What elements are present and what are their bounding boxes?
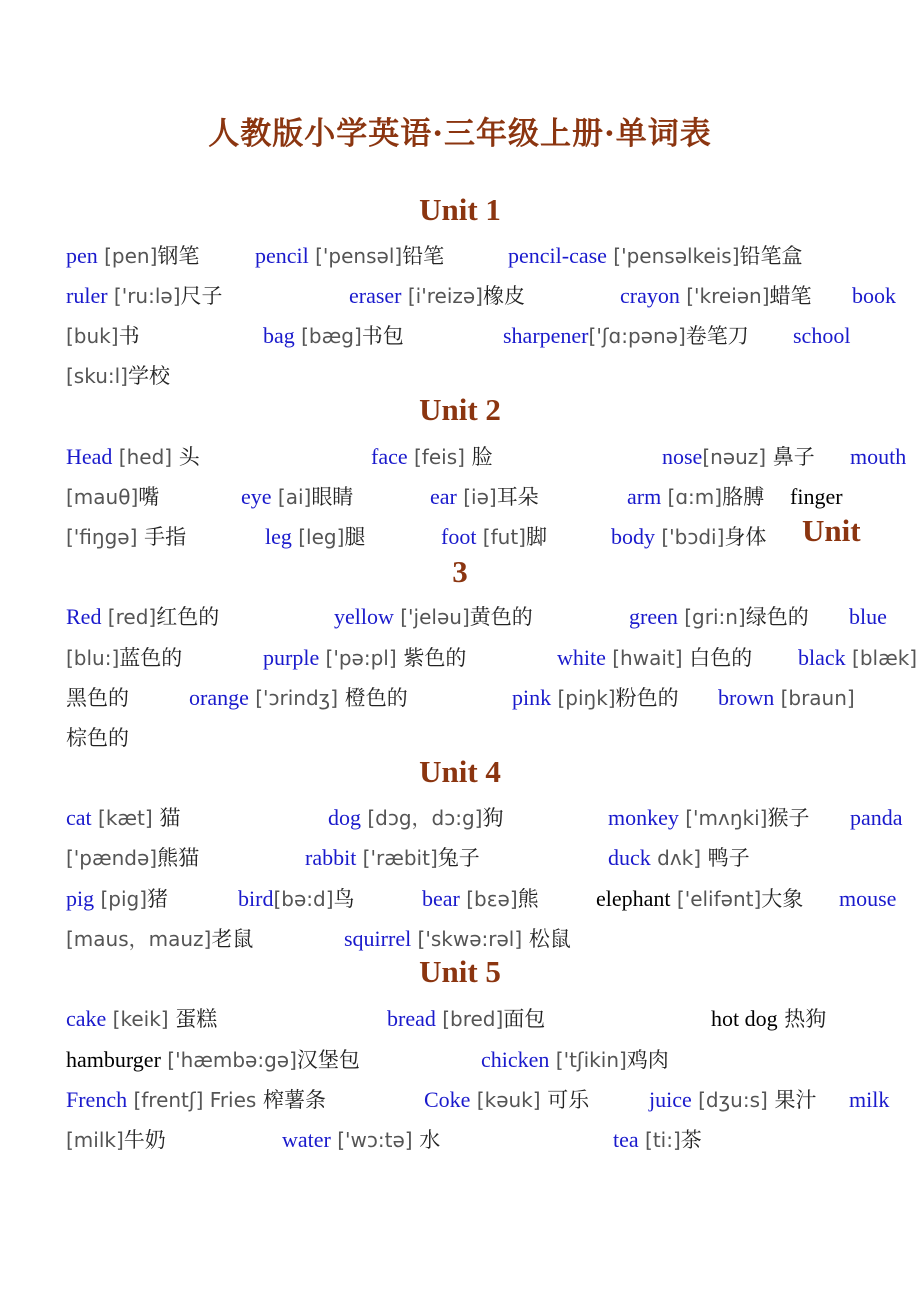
vocab-entry: [66, 718, 129, 758]
vocab-word: milk: [849, 1087, 890, 1112]
vocab-entry: [662, 437, 815, 477]
vocab-meaning: 汉堡包: [296, 1048, 360, 1072]
vocab-entry: [66, 879, 168, 919]
vocab-line: [66, 919, 920, 959]
vocab-meaning: 绿色的: [745, 605, 809, 629]
vocab-entry: [441, 517, 547, 557]
vocab-word: mouse: [839, 886, 897, 911]
vocab-phonetic: [frentʃ] Fries: [127, 1088, 257, 1112]
vocab-entry: [850, 798, 903, 838]
vocab-entry: [344, 919, 571, 959]
vocab-entry: [620, 276, 812, 316]
vocab-word: book: [852, 283, 896, 308]
vocab-meaning: 果汁: [767, 1088, 817, 1112]
vocab-phonetic: ['jeləu]: [393, 605, 470, 629]
vocab-entry: [718, 678, 855, 718]
vocab-meaning: 榨薯条: [256, 1088, 327, 1112]
vocab-phonetic: ['pændə]: [66, 846, 158, 870]
vocab-word: French: [66, 1087, 128, 1112]
vocab-meaning: 蜡笔: [769, 284, 812, 308]
vocab-meaning: 熊猫: [157, 846, 200, 870]
vocab-entry: [850, 437, 906, 477]
vocab-entry: [255, 236, 444, 276]
vocab-line: [66, 999, 920, 1039]
vocab-entry: [790, 477, 843, 517]
unit-3-heading-number: 3: [452, 554, 468, 589]
vocab-meaning: 热狗: [777, 1007, 827, 1031]
vocab-word: brown: [718, 685, 775, 710]
vocab-word: bear: [422, 886, 460, 911]
vocab-entry: [66, 276, 223, 316]
vocab-entry: [649, 1080, 817, 1120]
vocab-word: bird: [238, 886, 274, 911]
vocab-word: ruler: [66, 283, 108, 308]
vocab-line: [66, 718, 920, 758]
vocab-phonetic: [iə]: [456, 485, 497, 509]
vocab-word: black: [798, 645, 846, 670]
vocab-entry: [66, 798, 180, 838]
unit-5-heading: Unit 5: [419, 954, 501, 989]
vocab-meaning: 手指: [137, 525, 187, 549]
vocab-phonetic: [hwait]: [605, 646, 683, 670]
vocab-word: arm: [627, 484, 662, 509]
vocab-phonetic: [blæk]: [845, 646, 918, 670]
vocab-phonetic: [pig]: [94, 887, 148, 911]
vocab-entry: [422, 879, 539, 919]
vocab-meaning: 尺子: [180, 284, 223, 308]
vocab-word: blue: [849, 604, 887, 629]
vocab-meaning: 熊: [517, 887, 539, 911]
vocab-word: crayon: [620, 283, 680, 308]
vocab-phonetic: [piŋk]: [551, 686, 616, 710]
vocab-entry: [263, 638, 466, 678]
vocab-phonetic: ['ʃɑ:pənə]: [588, 324, 686, 348]
vocab-meaning: 兔子: [437, 846, 480, 870]
vocab-word: sharpener: [503, 323, 589, 348]
vocab-word: hot dog: [711, 1006, 778, 1031]
unit-2-heading: Unit 2: [419, 392, 501, 427]
vocab-word: Coke: [424, 1087, 471, 1112]
vocab-phonetic: [maus，mauz]: [66, 927, 212, 951]
vocab-entry: [66, 236, 199, 276]
vocab-entry: [793, 316, 850, 356]
vocab-word: white: [557, 645, 606, 670]
vocab-phonetic: dʌk]: [650, 846, 702, 870]
vocab-meaning: 牛奶: [123, 1128, 166, 1152]
vocab-phonetic: [ɑ:m]: [661, 485, 723, 509]
vocab-meaning: 腿: [344, 525, 366, 549]
vocab-meaning: 铅笔盒: [739, 244, 803, 268]
unit-3-heading-word: Unit: [802, 517, 861, 548]
vocab-phonetic: [milk]: [66, 1128, 124, 1152]
vocab-entry: [66, 1040, 360, 1080]
vocab-entry: [66, 638, 182, 678]
vocab-word: eraser: [349, 283, 402, 308]
vocab-entry: [798, 638, 917, 678]
vocab-entry: [66, 597, 219, 637]
vocab-word: pen: [66, 243, 98, 268]
vocab-word: purple: [263, 645, 320, 670]
vocab-line: [66, 437, 920, 477]
vocab-word: eye: [241, 484, 272, 509]
vocab-word: rabbit: [305, 845, 357, 870]
vocab-word: dog: [328, 805, 361, 830]
vocab-meaning: 猫: [152, 806, 181, 830]
vocab-meaning: 狗: [482, 806, 504, 830]
vocab-word: monkey: [608, 805, 679, 830]
vocab-word: yellow: [334, 604, 394, 629]
vocab-entry: [508, 236, 803, 276]
vocab-entry: [557, 638, 752, 678]
vocab-word: duck: [608, 845, 651, 870]
vocab-meaning: 茶: [680, 1128, 702, 1152]
unit-4-heading: Unit 4: [419, 754, 501, 789]
vocab-entry: [852, 276, 896, 316]
vocab-meaning: 黄色的: [469, 605, 533, 629]
vocab-phonetic: [ti:]: [638, 1128, 681, 1152]
vocab-meaning: 老鼠: [211, 927, 254, 951]
vocab-phonetic: [gri:n]: [677, 605, 746, 629]
vocab-meaning: 红色的: [156, 605, 220, 629]
vocab-meaning: 猴子: [767, 806, 810, 830]
vocab-phonetic: [kæt]: [91, 806, 153, 830]
vocab-meaning: 嘴: [138, 485, 160, 509]
vocab-meaning: 松鼠: [522, 927, 571, 951]
vocab-entry: [189, 678, 408, 718]
vocab-entry: [66, 316, 140, 356]
vocab-meaning: 书包: [361, 324, 404, 348]
vocab-entry: [503, 316, 749, 356]
vocab-phonetic: ['pensəl]: [308, 244, 403, 268]
vocab-word: juice: [649, 1087, 692, 1112]
page-title: 人教版小学英语·三年级上册·单词表: [208, 116, 712, 152]
vocab-phonetic: [dʒu:s]: [691, 1088, 768, 1112]
vocab-word: foot: [441, 524, 477, 549]
vocab-word: water: [282, 1127, 331, 1152]
vocab-phonetic: ['skwə:rəl]: [411, 927, 523, 951]
vocab-word: bread: [387, 1006, 436, 1031]
vocab-entry: [849, 597, 887, 637]
vocab-phonetic: [fut]: [476, 525, 526, 549]
vocab-word: mouth: [850, 444, 907, 469]
vocab-phonetic: [keik]: [106, 1007, 169, 1031]
vocab-entry: [839, 879, 896, 919]
vocab-line: [66, 356, 920, 396]
vocab-line: [66, 1080, 920, 1120]
vocab-entry: [627, 477, 764, 517]
vocab-meaning: 橙色的: [338, 686, 408, 710]
vocab-phonetic: [ai]: [271, 485, 312, 509]
vocab-phonetic: [hed]: [112, 445, 173, 469]
vocab-entry: [66, 919, 253, 959]
vocab-phonetic: ['bɔdi]: [655, 525, 725, 549]
vocab-phonetic: [pen]: [97, 244, 158, 268]
vocab-entry: [66, 838, 199, 878]
vocab-entry: [66, 678, 129, 718]
vocab-word: green: [629, 604, 678, 629]
vocab-meaning: 眼睛: [311, 485, 354, 509]
vocab-phonetic: [red]: [101, 605, 157, 629]
vocab-entry: [371, 437, 493, 477]
vocab-entry: [611, 517, 766, 557]
unit-1-heading: Unit 1: [419, 192, 501, 227]
vocab-word: chicken: [481, 1047, 550, 1072]
vocab-phonetic: [blu:]: [66, 646, 120, 670]
vocab-meaning: 紫色的: [396, 646, 467, 670]
vocab-word: squirrel: [344, 926, 412, 951]
vocab-meaning: 蛋糕: [168, 1007, 218, 1031]
vocab-entry: [629, 597, 809, 637]
vocab-entry: [66, 437, 200, 477]
vocab-word: school: [793, 323, 851, 348]
vocab-entry: [265, 517, 365, 557]
vocab-line: [66, 879, 920, 919]
vocab-word: panda: [850, 805, 903, 830]
vocab-meaning: 粉色的: [615, 686, 679, 710]
vocab-meaning: 脚: [525, 525, 547, 549]
vocab-entry: [66, 1080, 326, 1120]
vocab-meaning: 耳朵: [496, 485, 539, 509]
vocab-word: cake: [66, 1006, 107, 1031]
vocab-meaning: 猪: [147, 887, 169, 911]
vocab-phonetic: [feis]: [407, 445, 465, 469]
vocab-phonetic: ['pensəlkeis]: [606, 244, 740, 268]
vocab-word: elephant: [596, 886, 671, 911]
vocab-phonetic: [i'reizə]: [401, 284, 483, 308]
vocab-word: pig: [66, 886, 95, 911]
vocab-meaning: 鼻子: [766, 445, 815, 469]
vocab-entry: [334, 597, 533, 637]
vocab-phonetic: [bə:d]: [273, 887, 334, 911]
vocab-meaning: 铅笔: [402, 244, 445, 268]
vocab-word: nose: [662, 444, 703, 469]
vocab-entry: [613, 1120, 702, 1160]
vocab-phonetic: [bæg]: [294, 324, 362, 348]
vocab-entry: [512, 678, 679, 718]
vocab-line: [66, 838, 920, 878]
vocab-entry: [430, 477, 539, 517]
vocab-word: cat: [66, 805, 92, 830]
vocab-line: [66, 638, 920, 678]
vocab-line: [66, 517, 920, 557]
vocab-word: ear: [430, 484, 457, 509]
vocab-meaning: 鸟: [333, 887, 355, 911]
vocab-entry: [241, 477, 353, 517]
vocab-word: Red: [66, 604, 102, 629]
vocab-meaning: 学校: [127, 364, 170, 388]
vocab-meaning: 身体: [724, 525, 767, 549]
vocab-word: body: [611, 524, 655, 549]
vocab-word: orange: [189, 685, 249, 710]
vocab-line: [66, 597, 920, 637]
vocab-phonetic: ['ru:lə]: [107, 284, 181, 308]
vocab-word: face: [371, 444, 408, 469]
vocab-meaning: 卷笔刀: [685, 324, 749, 348]
vocab-phonetic: [leg]: [291, 525, 345, 549]
vocab-phonetic: [buk]: [66, 324, 119, 348]
vocab-word: finger: [790, 484, 843, 509]
vocab-line: [66, 798, 920, 838]
vocab-phonetic: ['tʃikin]: [549, 1048, 627, 1072]
vocab-phonetic: ['elifənt]: [670, 887, 762, 911]
vocab-meaning: 蓝色的: [119, 646, 183, 670]
vocab-entry: [66, 1120, 166, 1160]
vocab-meaning: 黑色的: [66, 686, 129, 710]
vocab-line: [66, 678, 920, 718]
vocab-entry: [238, 879, 355, 919]
vocab-meaning: 鸡肉: [626, 1048, 669, 1072]
vocab-word: leg: [265, 524, 292, 549]
vocab-entry: [66, 517, 186, 557]
vocab-entry: [387, 999, 545, 1039]
vocab-meaning: 面包: [503, 1007, 546, 1031]
vocab-word: bag: [263, 323, 295, 348]
vocab-phonetic: [braun]: [774, 686, 855, 710]
vocab-entry: [608, 838, 750, 878]
vocab-meaning: 橡皮: [482, 284, 525, 308]
vocab-meaning: 大象: [761, 887, 804, 911]
vocab-entry: [349, 276, 525, 316]
vocab-word: tea: [613, 1127, 639, 1152]
vocab-entry: [608, 798, 809, 838]
vocab-entry: [263, 316, 404, 356]
vocab-phonetic: [dɔg，dɔ:g]: [361, 806, 483, 830]
vocab-phonetic: [sku:l]: [66, 364, 128, 388]
vocab-meaning: 水: [412, 1128, 441, 1152]
vocab-line: [66, 1040, 920, 1080]
vocab-entry: [596, 879, 803, 919]
vocab-phonetic: [bεə]: [459, 887, 518, 911]
vocab-entry: [282, 1120, 440, 1160]
vocab-line: [66, 236, 920, 276]
vocab-entry: [66, 477, 159, 517]
vocab-line: [66, 316, 920, 356]
vocab-line: [66, 477, 920, 517]
vocab-entry: [849, 1080, 889, 1120]
vocab-phonetic: ['fiŋgə]: [66, 525, 138, 549]
vocab-phonetic: ['kreiən]: [679, 284, 770, 308]
vocab-meaning: 钢笔: [157, 244, 200, 268]
vocab-phonetic: ['ɔrindʒ]: [248, 686, 339, 710]
vocab-phonetic: ['ræbit]: [356, 846, 438, 870]
vocab-entry: [711, 999, 826, 1039]
vocab-entry: [66, 999, 217, 1039]
vocab-word: pencil-case: [508, 243, 607, 268]
vocab-meaning: 白色的: [682, 646, 753, 670]
vocab-entry: [66, 356, 170, 396]
vocab-meaning: 可乐: [540, 1088, 590, 1112]
vocab-phonetic: [bred]: [435, 1007, 504, 1031]
vocab-phonetic: [kəuk]: [470, 1088, 541, 1112]
vocab-meaning: 鸭子: [701, 846, 750, 870]
vocab-meaning: 脸: [464, 445, 493, 469]
vocab-phonetic: ['wɔ:tə]: [330, 1128, 413, 1152]
vocab-entry: [305, 838, 480, 878]
vocab-phonetic: ['hæmbə:gə]: [160, 1048, 297, 1072]
vocab-entry: [481, 1040, 669, 1080]
vocab-phonetic: [mauθ]: [66, 485, 139, 509]
vocab-meaning: 胳膊: [722, 485, 765, 509]
vocab-line: [66, 276, 920, 316]
vocab-phonetic: ['mʌŋki]: [678, 806, 768, 830]
vocab-meaning: 头: [172, 445, 200, 469]
vocab-line: [66, 1120, 920, 1160]
vocab-entry: [328, 798, 503, 838]
vocab-entry: [424, 1080, 589, 1120]
vocab-word: pencil: [255, 243, 309, 268]
vocab-meaning: 书: [118, 324, 140, 348]
vocab-meaning: 棕色的: [66, 726, 129, 750]
vocab-phonetic: ['pə:pl]: [319, 646, 397, 670]
vocab-phonetic: [nəuz]: [702, 445, 767, 469]
vocab-word: hamburger: [66, 1047, 161, 1072]
vocab-word: pink: [512, 685, 552, 710]
vocab-word: Head: [66, 444, 113, 469]
